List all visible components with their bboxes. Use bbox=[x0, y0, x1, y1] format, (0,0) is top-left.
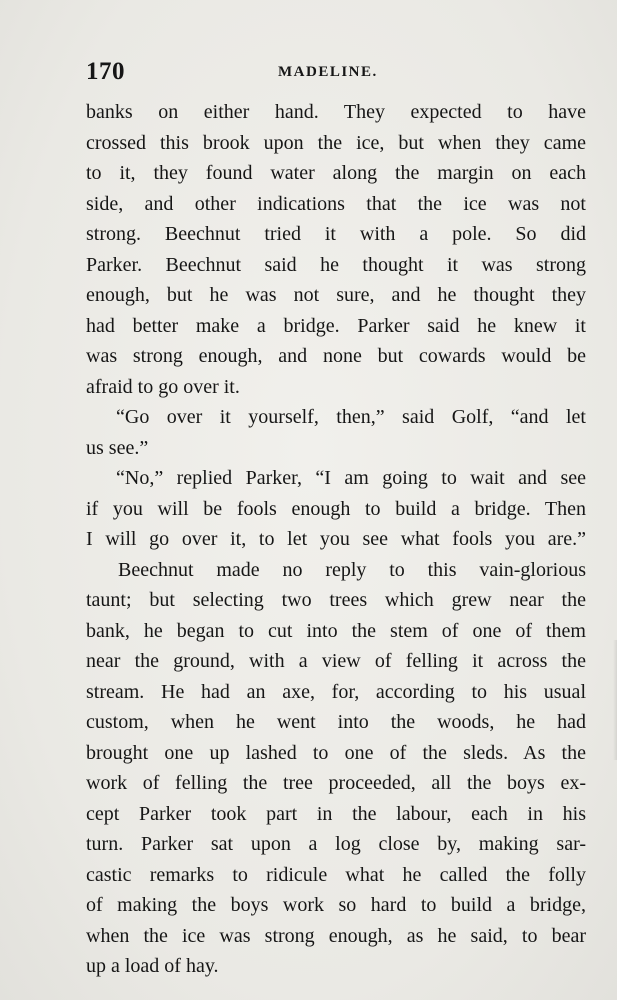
text-line: stream. He had an axe, for, according to his usual bbox=[86, 680, 586, 703]
running-head bbox=[86, 58, 586, 90]
page-edge-shadow bbox=[613, 640, 617, 760]
text-line: side, and other indications that the ice was not bbox=[86, 192, 586, 215]
text-line: when the ice was strong enough, as he said, to bear bbox=[86, 924, 586, 947]
text-line: taunt; but selecting two trees which grew near the bbox=[86, 589, 586, 611]
text-line: up a load of hay. bbox=[86, 955, 219, 977]
text-line: strong. Beechnut tried it with a pole. So did bbox=[86, 223, 586, 245]
text-line: banks on either hand. They expected to have bbox=[86, 101, 586, 123]
text-line: bank, he began to cut into the stem of one of them bbox=[86, 619, 586, 642]
text-line: Parker. Beechnut said he thought it was strong bbox=[86, 253, 586, 276]
text-line: near the ground, with a view of felling it across the bbox=[86, 650, 586, 672]
text-line: Beechnut made no reply to this vain-glorious bbox=[118, 558, 586, 581]
text-line: “Go over it yourself, then,” said Golf, “and let bbox=[116, 406, 586, 428]
text-line: if you will be fools enough to build a bridge. Then bbox=[86, 497, 586, 520]
text-line: of making the boys work so hard to build a bridge, bbox=[86, 894, 586, 916]
text-line: crossed this brook upon the ice, but when they came bbox=[86, 131, 586, 154]
text-line: enough, but he was not sure, and he thought they bbox=[86, 284, 586, 306]
text-line: cept Parker took part in the labour, each in his bbox=[86, 802, 586, 825]
text-line: to it, they found water along the margin on each bbox=[86, 162, 586, 184]
text-line: was strong enough, and none but cowards would be bbox=[86, 345, 586, 367]
text-line: work of felling the tree proceeded, all the boys ex- bbox=[86, 772, 586, 794]
body-text bbox=[86, 97, 586, 982]
text-line: custom, when he went into the woods, he had bbox=[86, 711, 586, 733]
text-line: us see.” bbox=[86, 436, 149, 459]
running-title: MADELINE. bbox=[278, 64, 378, 80]
text-line: I will go over it, to let you see what fools you are.” bbox=[86, 528, 586, 550]
text-line: castic remarks to ridicule what he called the folly bbox=[86, 863, 586, 886]
page-number: 170 bbox=[86, 58, 125, 85]
text-line: afraid to go over it. bbox=[86, 375, 240, 398]
text-line: brought one up lashed to one of the sleds. As the bbox=[86, 741, 586, 764]
text-line: had better make a bridge. Parker said he knew it bbox=[86, 314, 586, 337]
text-line: “No,” replied Parker, “I am going to wait and see bbox=[116, 467, 586, 489]
text-line: turn. Parker sat upon a log close by, making sar- bbox=[86, 833, 586, 855]
